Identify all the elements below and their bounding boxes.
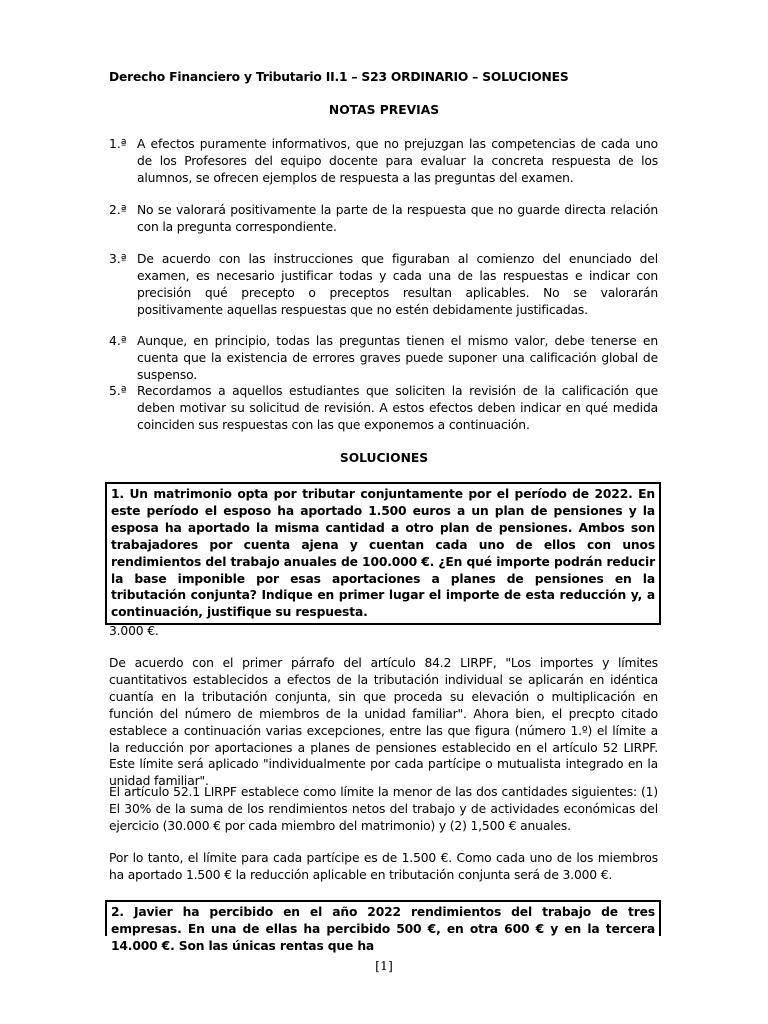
note-text: No se valorará positivamente la parte de la respuesta que no guarde directa relación con la pregunta correspondiente. [137,203,658,234]
note-text: De acuerdo con las instrucciones que figuraban al comienzo del enunciado del examen, es necesario justificar todas y cada una de las respuestas e indicar con precisión qué precepto o preceptos resultan aplicables. No se valorarán positivamente aquellas respuestas que no estén debidamente justificadas. [137,252,658,317]
note-item [109,251,658,319]
note-item [109,136,658,187]
note-number: 5.ª [109,384,127,398]
answer-1-paragraph: Por lo tanto, el límite para cada partícipe es de 1.500 €. Como cada uno de los miembros ha aportado 1.500 € la reducción aplicable en tributación conjunta será de 3.000 €. [109,851,658,882]
document-title: Derecho Financiero y Tributario II.1 – S23 ORDINARIO – SOLUCIONES [109,70,569,84]
question-1-box: 1. Un matrimonio opta por tributar conjuntamente por el período de 2022. En este período el esposo ha aportado 1.500 euros a un plan de pensiones y la esposa ha aportado la misma cantidad a otro plan de pensiones. Ambos son trabajadores por cuenta ajena y cuentan cada uno de ellos con unos rendimientos del trabajo anuales de 100.000 €. ¿En qué importe podrán reducir la base imponible por esas aportaciones a planes de pensiones en la tributación conjunta? Indique en primer lugar el importe de esta reducción y, a continuación, justifique su respuesta. [105,482,661,625]
question-2-box: 2. Javier ha percibido en el año 2022 rendimientos del trabajo de tres empresas. En una de ellas ha percibido 500 €, en otra 600 € y en la tercera 14.000 €. Son las únicas rentas que ha [105,900,661,936]
answer-1-paragraph: El artículo 52.1 LIRPF establece como límite la menor de las dos cantidades siguientes: (1) El 30% de la suma de los rendimientos netos del trabajo y de actividades económicas del ejercicio (30.000 € por cada miembro del matrimonio) y (2) 1,500 € anuales. [109,785,658,833]
answer-1-amount: 3.000 €. [109,624,159,638]
note-text: Aunque, en principio, todas las preguntas tienen el mismo valor, debe tenerse en cuenta que la existencia de errores graves puede suponer una calificación global de suspenso. [137,334,658,382]
note-number: 3.ª [109,252,127,266]
note-number: 2.ª [109,203,127,217]
note-text: A efectos puramente informativos, que no prejuzgan las competencias de cada uno de los Profesores del equipo docente para evaluar la concreta respuesta de los alumnos, se ofrecen ejemplos de respuesta a las preguntas del examen. [137,137,658,185]
note-number: 4.ª [109,334,127,348]
note-item [109,202,658,236]
note-text: Recordamos a aquellos estudiantes que soliciten la revisión de la calificación que deben motivar su solicitud de revisión. A estos efectos deben indicar en qué medida coinciden sus respuestas con las que exponemos a continuación. [137,384,658,432]
notes-heading: NOTAS PREVIAS [328,103,440,117]
note-item [109,383,658,434]
solutions-heading: SOLUCIONES [339,451,429,465]
note-number: 1.ª [109,137,127,151]
answer-1-paragraph: De acuerdo con el primer párrafo del artículo 84.2 LIRPF, "Los importes y límites cuantitativos establecidos a efectos de la tributación individual se aplicarán en idéntica cuantía en la tributación conjunta, sin que proceda su elevación o multiplicación en función del número de miembros de la unidad familiar". Ahora bien, el precpto citado establece a continuación varias excepciones, entre las que figura (número 1.º) el límite a la reducción por aportaciones a planes de pensiones establecido en el artículo 52 LIRPF. Este límite será aplicado "individualmente por cada partícipe o mutualista integrado en la unidad familiar". [109,656,658,789]
page-number: [1] [375,958,393,973]
note-item [109,333,658,384]
